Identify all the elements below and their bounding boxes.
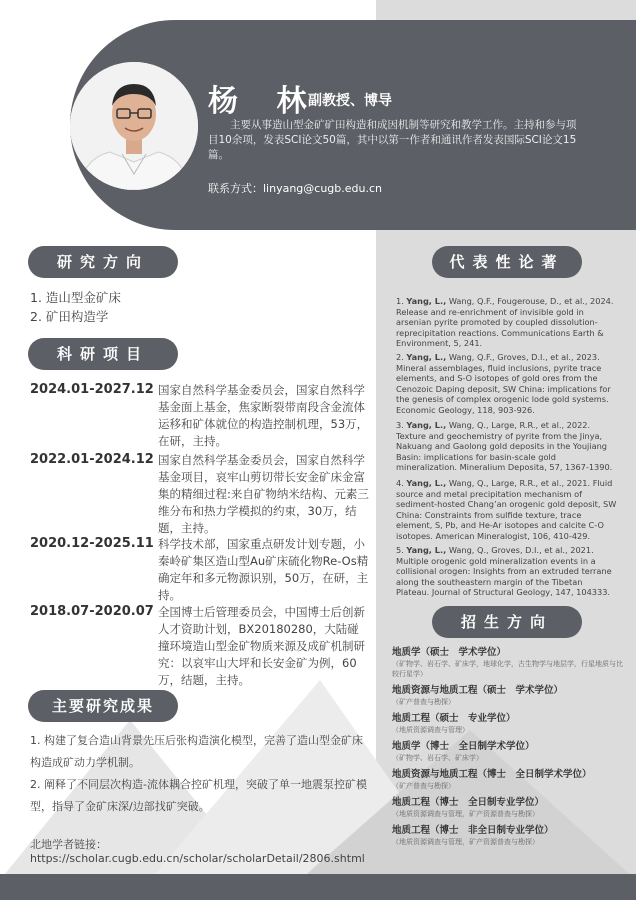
paper-citation: Wang, Q.F., Fougerouse, D., et al., 2024. Release and re-enrichment of invisible gold in arsenian pyrite promoted by coupled dissolution-reprecipitation reactions. Communications Earth & Environment, 5, 241. bbox=[396, 296, 614, 348]
section-papers: 代表性论著 bbox=[432, 246, 582, 278]
section-enroll: 招生方向 bbox=[432, 606, 582, 638]
project-date: 2018.07-2020.07 bbox=[30, 604, 154, 619]
project-desc: 国家自然科学基金委员会，国家自然科学基金面上基金，焦家断裂带南段含金流体运移和矿体就位的构造控制机理，53万，在研，主持。 bbox=[158, 383, 369, 448]
person-name: 杨 林 bbox=[208, 84, 321, 119]
section-projects: 科研项目 bbox=[28, 338, 178, 370]
enroll-degree: 地质资源与地质工程（硕士 学术学位） bbox=[392, 685, 564, 696]
enroll-degree: 地质工程（博士 非全日制专业学位） bbox=[392, 825, 554, 836]
achievement-item: 2. 阐释了不同层次构造-流体耦合控矿机理，突破了单一地震泵控矿模型，指导了金矿床深/边部找矿突破。 bbox=[30, 778, 367, 813]
scholar-label: 北地学者链接： bbox=[30, 838, 107, 851]
portrait-photo bbox=[70, 62, 198, 190]
enroll-item bbox=[392, 796, 624, 819]
paper-author: Yang, L., bbox=[406, 478, 447, 488]
section-research: 研究方向 bbox=[28, 246, 178, 278]
scholar-link[interactable]: https://scholar.cugb.edu.cn/scholar/scholarDetail/2806.shtml bbox=[30, 852, 365, 865]
enroll-list bbox=[392, 646, 624, 852]
project-date: 2022.01-2024.12 bbox=[30, 452, 154, 467]
project-desc: 全国博士后管理委员会，中国博士后创新人才资助计划，BX20180280，大陆碰撞环境造山型金矿物质来源及成矿机制研究：以哀牢山大坪和长安金矿为例，60万，结题，主持。 bbox=[158, 605, 365, 687]
paper-citation: Wang, Q., Large, R.R., et al., 2022. Texture and geochemistry of pyrite from the Jinya, Nakuang and Gaolong gold deposits in the Youjiang Basin: implications for basin-scale gold mineralization. Mineralium Deposita, 57, 1367-1390. bbox=[396, 420, 613, 472]
project-desc: 科学技术部，国家重点研发计划专题，小秦岭矿集区造山型Au矿床硫化物Re-Os精确定年和多元物源识别，50万，在研，主持。 bbox=[158, 537, 369, 602]
project-date: 2020.12-2025.11 bbox=[30, 536, 154, 551]
person-intro: 主要从事造山型金矿矿田构造和成因机制等研究和教学工作。主持和参与项目10余项，发表SCI论文50篇，其中以第一作者和通讯作者发表国际SCI论文15篇。 bbox=[208, 119, 577, 161]
enroll-item bbox=[392, 712, 624, 735]
enroll-fields: （地质资源调查与管理） bbox=[392, 726, 469, 734]
paper-item bbox=[396, 420, 618, 473]
person-title: 副教授、博导 bbox=[308, 93, 392, 109]
enroll-degree: 地质学（硕士 学术学位） bbox=[392, 647, 507, 658]
paper-author: Yang, L., bbox=[406, 545, 447, 555]
paper-item bbox=[396, 545, 618, 598]
research-list bbox=[30, 288, 121, 326]
research-item: 1. 造山型金矿床 bbox=[30, 290, 121, 305]
paper-citation: Wang, Q., Groves, D.I., et al., 2021. Multiple orogenic gold mineralization events in a collisional orogen: Insights from an extruded terrane along the southeastern margin of the Tibetan Plateau. Journal of Structural Geology, 147, 104333. bbox=[396, 545, 612, 597]
research-item: 2. 矿田构造学 bbox=[30, 309, 109, 324]
enroll-degree: 地质工程（硕士 专业学位） bbox=[392, 713, 516, 724]
project-date: 2024.01-2027.12 bbox=[30, 382, 154, 397]
paper-number: 2. bbox=[396, 352, 404, 362]
enroll-fields: （矿物学、岩石学、矿床学，地球化学，古生物学与地层学，行星地质与比较行星学） bbox=[392, 660, 623, 678]
paper-author: Yang, L., bbox=[406, 296, 447, 306]
paper-number: 5. bbox=[396, 545, 404, 555]
enroll-item bbox=[392, 740, 624, 763]
enroll-fields: （矿产普查与勘探） bbox=[392, 782, 455, 790]
enroll-degree: 地质资源与地质工程（博士 全日制学术学位） bbox=[392, 769, 592, 780]
paper-item bbox=[396, 296, 618, 349]
paper-number: 3. bbox=[396, 420, 404, 430]
paper-item bbox=[396, 478, 618, 541]
contact-email[interactable]: 联系方式：linyang@cugb.edu.cn bbox=[208, 182, 383, 195]
footer-bar bbox=[0, 874, 636, 900]
achievements-list bbox=[30, 730, 370, 818]
paper-number: 4. bbox=[396, 478, 404, 488]
paper-author: Yang, L., bbox=[406, 420, 447, 430]
enroll-item bbox=[392, 684, 624, 707]
section-achievements: 主要研究成果 bbox=[28, 690, 178, 722]
enroll-degree: 地质工程（博士 全日制专业学位） bbox=[392, 797, 545, 808]
paper-author: Yang, L., bbox=[406, 352, 447, 362]
enroll-fields: （地质资源调查与管理，矿产资源普查与勘探） bbox=[392, 838, 539, 846]
enroll-item bbox=[392, 824, 624, 847]
avatar bbox=[70, 62, 198, 190]
paper-item bbox=[396, 352, 618, 415]
enroll-fields: （矿产普查与勘探） bbox=[392, 698, 455, 706]
enroll-item bbox=[392, 646, 624, 679]
enroll-fields: （矿物学、岩石学、矿床学） bbox=[392, 754, 483, 762]
paper-citation: Wang, Q., Large, R.R., et al., 2021. Fluid source and metal precipitation mechanism of sediment-hosted Chang’an orogenic gold deposit, SW China: Constraints from sulfide texture, trace element, S, Pb, and He-Ar isotopes and calcite C-O isotopes. American Mineralogist, 106, 410-429. bbox=[396, 478, 617, 541]
enroll-item bbox=[392, 768, 624, 791]
achievement-item: 1. 构建了复合造山背景先压后张构造演化模型，完善了造山型金矿床构造成矿动力学机制。 bbox=[30, 734, 363, 769]
paper-citation: Wang, Q.F., Groves, D.I., et al., 2023. Mineral assemblages, fluid inclusions, pyrite trace elements, and S-O isotopes of gold ores from the Cenozoic Daping deposit, SW China: implications for the genesis of complex orogenic lode gold systems. Economic Geology, 118, 903-926. bbox=[396, 352, 611, 415]
enroll-fields: （地质资源调查与管理，矿产资源普查与勘探） bbox=[392, 810, 539, 818]
paper-number: 1. bbox=[396, 296, 404, 306]
project-desc: 国家自然科学基金委员会，国家自然科学基金项目，哀牢山剪切带长安金矿床金富集的精细过程:来自矿物纳米结构、元素三维分布和热力学模拟的约束，30万，结题，主持。 bbox=[158, 453, 369, 535]
enroll-degree: 地质学（博士 全日制学术学位） bbox=[392, 741, 535, 752]
